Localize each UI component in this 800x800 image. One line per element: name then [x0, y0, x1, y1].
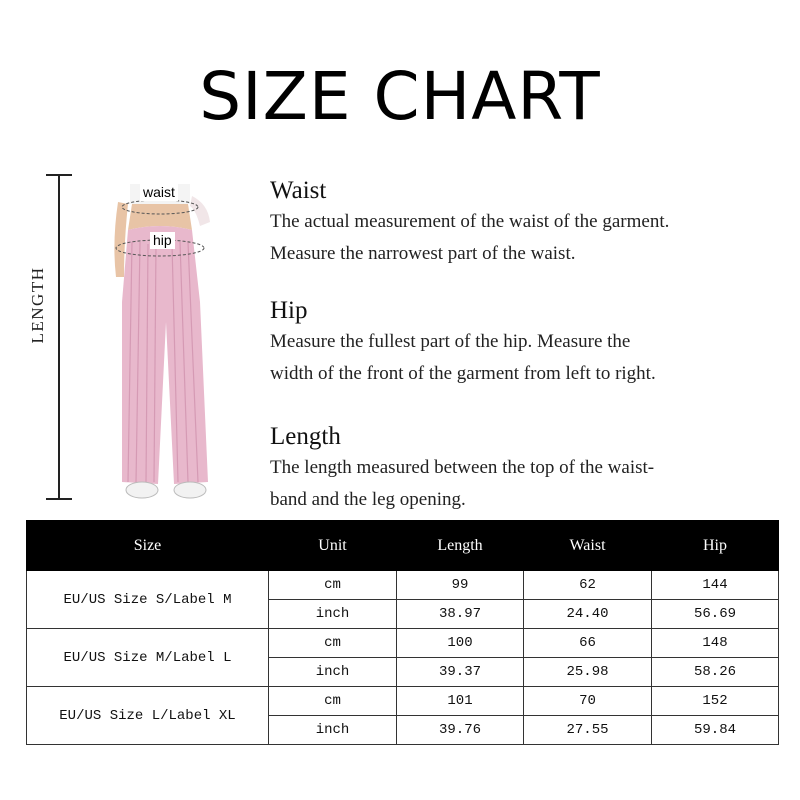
- waist-line-1: The actual measurement of the waist of the garment.: [270, 211, 670, 232]
- length-cell: 100: [397, 629, 524, 658]
- hip-line-2: width of the front of the garment from left to right.: [270, 363, 656, 384]
- unit-cell: cm: [269, 629, 397, 658]
- waist-cell: 62: [524, 571, 652, 600]
- unit-cell: cm: [269, 687, 397, 716]
- size-cell: EU/US Size S/Label M: [27, 571, 269, 629]
- hip-cell: 59.84: [652, 716, 779, 745]
- unit-cell: inch: [269, 716, 397, 745]
- waist-cell: 24.40: [524, 600, 652, 629]
- length-line-2: band and the leg opening.: [270, 489, 466, 510]
- hip-cell: 148: [652, 629, 779, 658]
- waist-cell: 70: [524, 687, 652, 716]
- waist-heading: Waist: [270, 177, 327, 204]
- size-cell: EU/US Size M/Label L: [27, 629, 269, 687]
- header-unit: Unit: [269, 521, 397, 571]
- hip-cell: 56.69: [652, 600, 779, 629]
- size-cell: EU/US Size L/Label XL: [27, 687, 269, 745]
- ruler-label: LENGTH: [28, 263, 48, 348]
- hip-line-1: Measure the fullest part of the hip. Measure the: [270, 331, 631, 352]
- waist-description: [270, 177, 780, 269]
- length-description: [270, 423, 780, 515]
- waist-cell: 25.98: [524, 658, 652, 687]
- unit-cell: inch: [269, 600, 397, 629]
- hip-cell: 144: [652, 571, 779, 600]
- waist-cell: 66: [524, 629, 652, 658]
- length-heading: Length: [270, 423, 341, 450]
- header-waist: Waist: [524, 521, 652, 571]
- waist-line-2: Measure the narrowest part of the waist.: [270, 243, 576, 264]
- pants-illustration: [110, 182, 230, 507]
- hip-heading: Hip: [270, 297, 308, 324]
- length-cell: 38.97: [397, 600, 524, 629]
- header-size: Size: [27, 521, 269, 571]
- ruler-line: [58, 175, 60, 500]
- table-row: [27, 571, 779, 600]
- model-figure: [110, 182, 230, 507]
- table-row: [27, 629, 779, 658]
- waist-tag: waist: [140, 184, 178, 201]
- table-header-row: [27, 521, 779, 571]
- hip-description: [270, 297, 780, 389]
- ruler-bottom-cap: [46, 498, 72, 500]
- header-length: Length: [397, 521, 524, 571]
- length-line-1: The length measured between the top of the waist-: [270, 457, 655, 478]
- unit-cell: inch: [269, 658, 397, 687]
- length-cell: 99: [397, 571, 524, 600]
- size-table: [26, 520, 779, 745]
- hip-tag: hip: [150, 232, 175, 249]
- length-cell: 101: [397, 687, 524, 716]
- page-title: SIZE CHART: [199, 58, 601, 135]
- length-cell: 39.76: [397, 716, 524, 745]
- hip-cell: 58.26: [652, 658, 779, 687]
- waist-cell: 27.55: [524, 716, 652, 745]
- table-row: [27, 687, 779, 716]
- unit-cell: cm: [269, 571, 397, 600]
- header-hip: Hip: [652, 521, 779, 571]
- hip-cell: 152: [652, 687, 779, 716]
- length-cell: 39.37: [397, 658, 524, 687]
